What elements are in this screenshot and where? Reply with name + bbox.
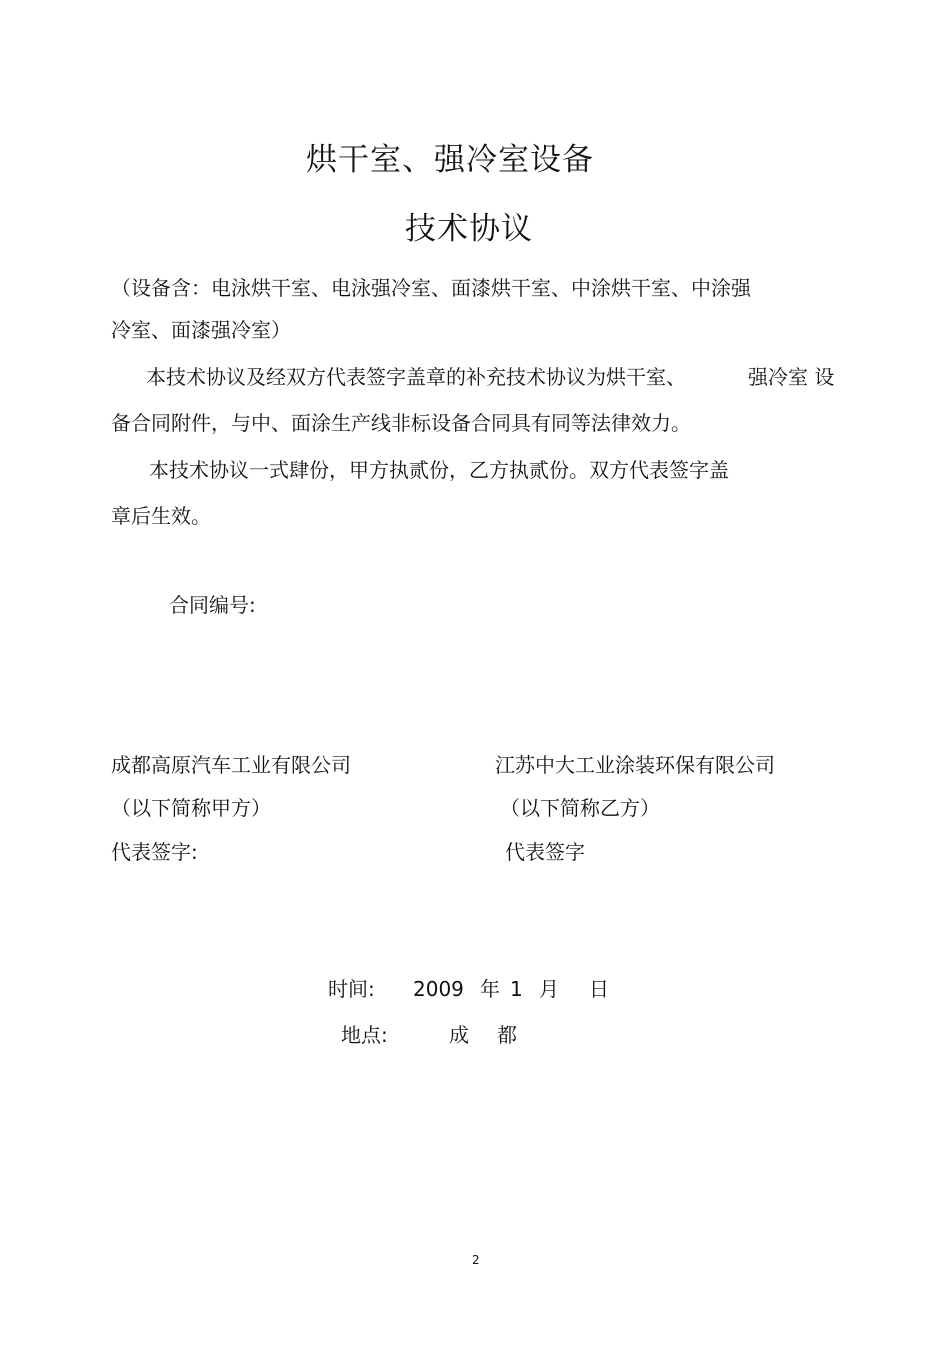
page-number: 2	[472, 1253, 480, 1267]
party-a-alias: （以下简称甲方）	[111, 796, 271, 820]
time-month: 1	[510, 977, 523, 1001]
contract-number-label: 合同编号:	[169, 593, 256, 617]
time-year: 2009	[413, 977, 464, 1001]
paragraph-2-line-2: 章后生效。	[111, 504, 211, 528]
scope-line-1: （设备含：电泳烘干室、电泳强冷室、面漆烘干室、中涂烘干室、中涂强	[111, 276, 751, 300]
place-char-1: 成	[449, 1023, 469, 1047]
party-b-alias: （以下简称乙方）	[500, 796, 660, 820]
paragraph-2-line-1: 本技术协议一式肆份，甲方执贰份，乙方执贰份。双方代表签字盖	[149, 458, 729, 482]
title-line-1: 烘干室、强冷室设备	[306, 142, 594, 178]
party-b-signature-label: 代表签字	[505, 840, 585, 864]
time-day-unit: 日	[589, 977, 609, 1001]
paragraph-1-line-2: 备合同附件，与中、面涂生产线非标设备合同具有同等法律效力。	[111, 411, 691, 435]
place-label: 地点:	[341, 1023, 388, 1047]
paragraph-1-line-1a: 本技术协议及经双方代表签字盖章的补充技术协议为烘干室、	[146, 365, 686, 389]
party-a-signature-label: 代表签字:	[111, 840, 198, 864]
time-label: 时间:	[328, 977, 375, 1001]
paragraph-1-line-1b: 强冷室 设	[748, 365, 835, 389]
party-b-company: 江苏中大工业涂装环保有限公司	[495, 753, 775, 777]
time-year-unit: 年	[480, 977, 500, 1001]
party-a-company: 成都高原汽车工业有限公司	[111, 753, 351, 777]
scope-line-2: 冷室、面漆强冷室）	[111, 318, 291, 342]
title-line-2: 技术协议	[405, 211, 533, 247]
time-month-unit: 月	[539, 977, 559, 1001]
place-char-2: 都	[497, 1023, 517, 1047]
